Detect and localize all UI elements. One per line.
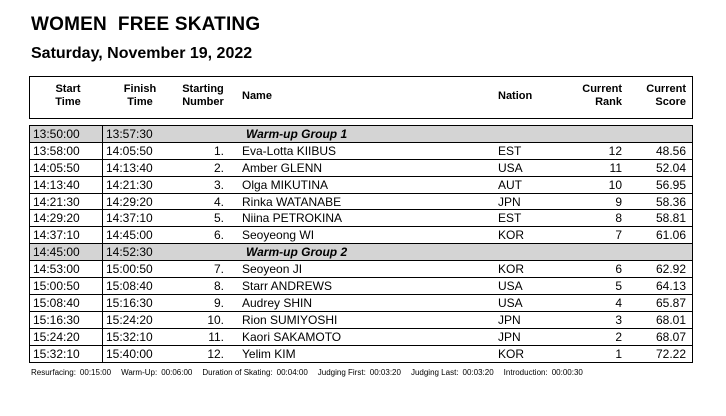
table-row [30, 227, 692, 244]
table-row [30, 160, 692, 177]
skater-name: Yelim KIM [242, 346, 296, 361]
column-divider [102, 278, 103, 294]
current-rank: 4 [615, 295, 622, 310]
finish-time: 15:16:30 [106, 295, 153, 310]
header-current-rank: Current Rank [582, 83, 622, 108]
current-rank: 11 [609, 160, 622, 175]
timing-item [504, 368, 583, 377]
timing-label: Introduction: [503, 368, 548, 377]
current-score: 68.01 [655, 312, 686, 327]
timing-value: 00:00:30 [551, 368, 583, 377]
current-score: 52.04 [655, 160, 686, 175]
warmup-group-label: Warm-up Group 1 [246, 127, 348, 141]
header-name: Name [242, 90, 272, 102]
starting-number: 11. [208, 329, 224, 344]
start-order-table [29, 125, 693, 363]
column-divider [102, 312, 103, 328]
current-rank: 8 [615, 211, 622, 226]
start-time: 14:05:50 [33, 160, 80, 175]
header-finish-time: Finish Time [123, 83, 157, 108]
nation: USA [498, 295, 523, 310]
timing-value: 00:04:00 [276, 368, 308, 377]
table-row [30, 261, 692, 278]
finish-time: 13:57:30 [106, 127, 153, 141]
current-rank: 6 [615, 262, 622, 277]
table-row [30, 312, 692, 329]
current-score: 68.07 [655, 329, 686, 344]
current-rank: 10 [608, 177, 622, 192]
start-time: 14:13:40 [33, 177, 80, 192]
start-time: 15:24:20 [33, 329, 80, 344]
nation: USA [498, 160, 523, 175]
finish-time: 14:05:50 [106, 143, 153, 158]
nation: KOR [498, 346, 525, 361]
column-divider [102, 346, 103, 363]
timing-label: Warm-Up: [121, 368, 158, 377]
table-header [29, 76, 693, 119]
current-rank: 1 [615, 346, 622, 361]
header-starting-number: Starting Number [182, 83, 224, 108]
current-score: 65.87 [655, 295, 686, 310]
finish-time: 14:13:40 [106, 160, 153, 175]
start-time: 14:29:20 [33, 211, 80, 226]
skater-name: Audrey SHIN [242, 295, 313, 310]
current-score: 56.95 [655, 177, 686, 192]
column-divider [102, 210, 103, 226]
table-row [30, 194, 692, 211]
timing-item [121, 368, 192, 377]
timing-value: 00:06:00 [161, 368, 193, 377]
finish-time: 15:00:50 [106, 262, 153, 277]
skater-name: Rion SUMIYOSHI [242, 312, 338, 327]
table-row [30, 210, 692, 227]
table-row [30, 143, 692, 160]
timing-item [318, 368, 401, 377]
current-rank: 3 [615, 312, 622, 327]
skater-name: Olga MIKUTINA [242, 177, 329, 192]
starting-number: 4. [213, 194, 224, 209]
starting-number: 10. [207, 312, 224, 327]
timing-label: Duration of Skating: [202, 368, 273, 377]
finish-time: 15:40:00 [106, 346, 153, 361]
finish-time: 15:24:20 [106, 312, 153, 327]
timing-label: Resurfacing: [31, 368, 76, 377]
header-current-score: Current Score [646, 83, 686, 108]
starting-number: 2. [213, 160, 224, 175]
timing-value: 00:03:20 [369, 368, 401, 377]
skater-name: Seoyeong WI [242, 228, 315, 243]
table-row [30, 295, 692, 312]
starting-number: 6. [213, 228, 224, 243]
start-time: 15:32:10 [33, 346, 80, 361]
table-row [30, 346, 692, 363]
start-time: 14:37:10 [33, 228, 80, 243]
column-divider [102, 177, 103, 193]
skater-name: Starr ANDREWS [242, 279, 333, 294]
start-time: 15:16:30 [33, 312, 80, 327]
timing-label: Judging First: [317, 368, 366, 377]
current-score: 62.92 [655, 262, 686, 277]
timing-item [202, 368, 307, 377]
column-divider [102, 160, 103, 176]
skater-name: Seoyeon JI [242, 262, 303, 277]
skater-name: Amber GLENN [242, 160, 323, 175]
finish-time: 14:21:30 [106, 177, 153, 192]
column-divider [102, 329, 103, 345]
column-divider [102, 227, 103, 243]
finish-time: 14:52:30 [106, 245, 153, 260]
timing-item [31, 368, 111, 377]
column-divider [102, 295, 103, 311]
current-rank: 9 [615, 194, 622, 209]
current-score: 61.06 [655, 228, 686, 243]
table-row [30, 177, 692, 194]
current-score: 48.56 [655, 143, 686, 158]
column-divider [102, 194, 103, 210]
start-time: 14:21:30 [33, 194, 80, 209]
page-title: WOMEN FREE SKATING [31, 14, 261, 35]
event-date: Saturday, November 19, 2022 [31, 45, 253, 62]
nation: AUT [498, 177, 522, 192]
header-start-time: Start Time [55, 83, 81, 108]
header-nation: Nation [498, 90, 533, 102]
nation: JPN [498, 312, 521, 327]
current-score: 64.13 [655, 279, 686, 294]
starting-number: 9. [213, 295, 224, 310]
nation: KOR [498, 262, 525, 277]
starting-number: 8. [213, 279, 224, 294]
finish-time: 14:29:20 [106, 194, 153, 209]
finish-time: 15:08:40 [106, 279, 153, 294]
nation: JPN [498, 329, 521, 344]
nation: EST [498, 211, 522, 226]
finish-time: 15:32:10 [106, 329, 153, 344]
table-row [30, 329, 692, 346]
starting-number: 1. [213, 143, 224, 158]
timing-item [411, 368, 494, 377]
skater-name: Rinka WATANABE [242, 194, 342, 209]
skater-name: Kaori SAKAMOTO [242, 329, 342, 344]
current-score: 72.22 [655, 346, 686, 361]
timing-value: 00:03:20 [462, 368, 494, 377]
start-time: 13:58:00 [33, 143, 80, 158]
current-rank: 5 [615, 279, 622, 294]
timing-label: Judging Last: [410, 368, 459, 377]
starting-number: 3. [213, 177, 224, 192]
column-divider [102, 244, 103, 260]
warmup-group-row [30, 126, 692, 143]
finish-time: 14:45:00 [106, 228, 153, 243]
nation: KOR [498, 228, 525, 243]
column-divider [102, 261, 103, 277]
timing-footer [31, 368, 691, 377]
starting-number: 7. [213, 262, 224, 277]
current-rank: 2 [615, 329, 622, 344]
table-row [30, 278, 692, 295]
current-rank: 7 [615, 228, 622, 243]
column-divider [102, 143, 103, 159]
start-time: 13:50:00 [33, 127, 80, 141]
skater-name: Niina PETROKINA [242, 211, 343, 226]
warmup-group-label: Warm-up Group 2 [246, 245, 348, 260]
starting-number: 5. [213, 211, 224, 226]
skater-name: Eva-Lotta KIIBUS [242, 143, 337, 158]
nation: EST [498, 143, 522, 158]
start-time: 14:45:00 [33, 245, 80, 260]
current-rank: 12 [608, 143, 622, 158]
current-score: 58.81 [655, 211, 686, 226]
warmup-group-row [30, 244, 692, 261]
start-time: 15:08:40 [33, 295, 80, 310]
nation: JPN [498, 194, 521, 209]
column-divider [102, 126, 103, 142]
finish-time: 14:37:10 [106, 211, 153, 226]
nation: USA [498, 279, 523, 294]
timing-value: 00:15:00 [79, 368, 112, 377]
starting-number: 12. [207, 346, 224, 361]
start-time: 15:00:50 [33, 279, 80, 294]
current-score: 58.36 [655, 194, 686, 209]
start-time: 14:53:00 [33, 262, 80, 277]
